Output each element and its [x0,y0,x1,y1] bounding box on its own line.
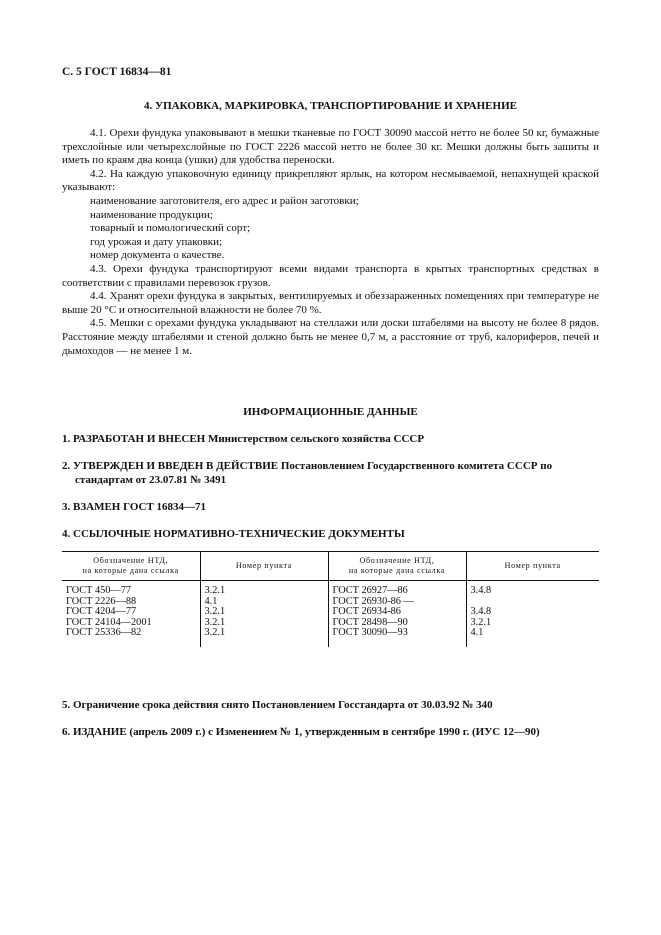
table-row [62,618,599,629]
paragraph-4-5: 4.5. Мешки с орехами фундука укладывают на стеллажи или доски штабелями на высоту не более 8 рядов. Расстояние между штабелями и стеной должно быть не менее 0,7 м, а расстояние от труб, калориферов, печей и дымоходов — не менее 1 м. [62,317,599,357]
ref-doc: ГОСТ 4204—77 [62,607,200,618]
ref-doc: ГОСТ 25336—82 [62,628,200,647]
paragraph-4-1: 4.1. Орехи фундука упаковывают в мешки тканевые по ГОСТ 30090 массой нетто не более 50 кг, бумажные трехслойные или четырехслойные по ГОСТ 2226 массой нетто не более 30 кг. Мешки должны быть зашиты и иметь по краям два конца (ушки) для удобства переноски. [62,127,599,167]
info-item-6: 6. ИЗДАНИЕ (апрель 2009 г.) с Изменением № 1, утвержденным в сентябре 1990 г. (ИУС 12—90) [62,726,540,738]
ref-item: 3.4.8 [470,606,492,618]
ref-item: 3.2.1 [470,616,492,628]
info-item-3: 3. ВЗАМЕН ГОСТ 16834—71 [62,501,207,513]
label-list-item: наименование заготовителя, его адрес и район заготовки; [90,194,359,207]
ref-item: 3.2.1 [200,618,328,629]
references-table [62,551,599,647]
header-designation [328,552,466,581]
ref-doc: ГОСТ 2226—88 [62,597,200,608]
header-designation-line2: на которые дана ссылка [348,566,446,575]
ref-item: 3.4.8 [470,585,492,596]
info-item-5: 5. Ограничение срока действия снято Постановлением Госстандарта от 30.03.92 № 340 [62,699,493,711]
ref-doc: ГОСТ 26934-86 [328,607,466,618]
section-4-body [62,127,599,358]
info-item-2-line1: 2. УТВЕРЖДЕН И ВВЕДЕН В ДЕЙСТВИЕ Постановлением Государственного комитета СССР по [62,460,553,472]
label-list-item: год урожая и дату упаковки; [90,235,223,248]
table-row [62,586,599,597]
header-item-number: Номер пункта [200,552,328,581]
label-list-item: номер документа о качестве. [90,249,225,262]
header-designation [62,552,200,581]
info-data-title: ИНФОРМАЦИОННЫЕ ДАННЫЕ [243,406,418,418]
paragraph-4-2: 4.2. На каждую упаковочную единицу прикрепляют ярлык, на котором несмываемой, непахнущей краской указывают: [62,167,599,194]
table-header-row [62,552,599,581]
header-item-number: Номер пункта [466,552,599,581]
ref-doc: ГОСТ 26930-86 — [328,597,466,608]
info-item-2-line2: стандартам от 23.07.81 № 3491 [75,473,227,486]
ref-item: 3.2.1 [200,607,328,618]
ref-doc: ГОСТ 28498—90 [328,618,466,629]
info-item-4: 4. ССЫЛОЧНЫЕ НОРМАТИВНО-ТЕХНИЧЕСКИЕ ДОКУМЕНТЫ [62,528,405,540]
page-header: С. 5 ГОСТ 16834—81 [62,66,172,78]
header-designation-line1: Обозначение НТД, [93,556,169,565]
table-row [62,597,599,608]
paragraph-4-3: 4.3. Орехи фундука транспортируют всеми видами транспорта в крытых транспортных средствах в соответствии с правилами перевозок грузов. [62,262,599,289]
label-list-item: наименование продукции; [90,208,213,221]
ref-doc: ГОСТ 24104—2001 [62,618,200,629]
table-row [62,628,599,647]
ref-doc: ГОСТ 26927—86 [328,586,466,597]
ref-item: 3.2.1 [200,586,328,597]
label-list-item: товарный и помологический сорт; [90,222,251,235]
header-designation-line1: Обозначение НТД, [359,556,435,565]
header-designation-line2: на которые дана ссылка [82,566,179,575]
section-4-title: 4. УПАКОВКА, МАРКИРОВКА, ТРАНСПОРТИРОВАНИЕ И ХРАНЕНИЕ [144,100,517,112]
ref-item: 4.1 [470,627,484,639]
info-item-2 [62,460,602,487]
ref-item: 4.1 [200,597,328,608]
ref-item: 3.2.1 [200,628,328,647]
ref-doc: ГОСТ 30090—93 [328,628,466,647]
paragraph-4-4: 4.4. Хранят орехи фундука в закрытых, вентилируемых и обеззараженных помещениях при температуре не выше 20 °С и относительной влажности не более 70 %. [62,290,599,316]
info-item-1: 1. РАЗРАБОТАН И ВНЕСЕН Министерством сельского хозяйства СССР [62,433,425,445]
ref-doc: ГОСТ 450—77 [62,586,200,597]
